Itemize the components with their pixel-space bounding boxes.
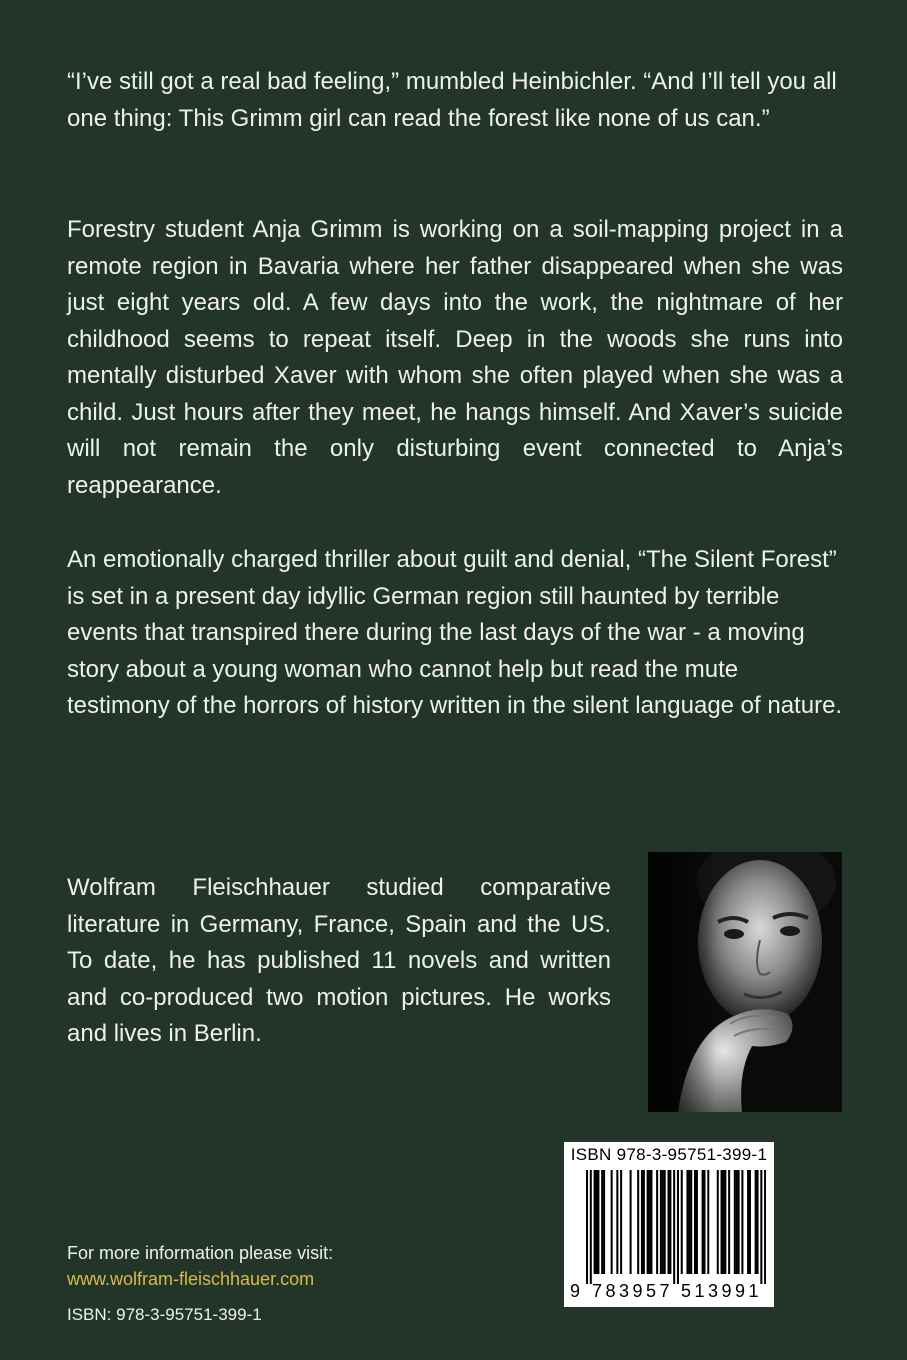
synopsis-paragraph: Forestry student Anja Grimm is working on a soil-mapping project in a remote region in Bavaria where her father disappeared when she was just eight years old. A few days into the work, the nightmare of her childhood seems to repeat itself. Deep in the woods she runs into mentally disturbed Xaver with whom she often played when she was a child. Just hours after they meet, he hangs himself. And Xaver’s suicide will not remain the only disturbing event connected to Anja’s reappearance. <box>67 216 843 499</box>
website-link[interactable]: www.wolfram-fleischhauer.com <box>67 1269 315 1289</box>
barcode-bar <box>721 1170 723 1274</box>
barcode-bar <box>647 1170 649 1274</box>
barcode-bar <box>681 1170 683 1274</box>
barcode-bar <box>703 1170 705 1274</box>
info-label: For more information please visit: <box>67 1243 334 1263</box>
barcode-bar <box>696 1170 698 1274</box>
barcode-bar <box>597 1170 599 1274</box>
barcode-bar <box>702 1170 704 1274</box>
author-bio: Wolfram Fleischhauer studied comparative literature in Germany, France, Spain and the US. To date, he has published 11 novels and written and co-produced two motion pictures. He works and lives in Berlin. <box>67 874 611 1047</box>
barcode-bar <box>601 1170 603 1274</box>
barcode-bar <box>595 1170 597 1274</box>
barcode-bar <box>717 1170 719 1274</box>
barcode-bar <box>664 1170 666 1274</box>
barcode-bar <box>667 1170 669 1274</box>
barcode-bar <box>690 1170 692 1274</box>
description-paragraph: An emotionally charged thriller about guilt and denial, “The Silent Forest” is set in a present day idyllic German region still haunted by terrible events that transpired there during the last days of the war - a moving story about a young woman who cannot help but read the mute testimony of the horrors of history written in the silent language of nature. <box>67 546 843 719</box>
barcode-bar <box>688 1170 690 1274</box>
barcode-bar <box>641 1170 643 1274</box>
opening-quote: “I’ve still got a real bad feeling,” mumbled Heinbichler. “And I’ll tell you all one thing: This Grimm girl can read the forest like none of us can.” <box>67 68 837 132</box>
barcode-bar <box>741 1170 743 1274</box>
barcode-bar <box>724 1170 726 1274</box>
barcode-bar <box>757 1170 759 1274</box>
barcode-bar <box>728 1170 730 1274</box>
barcode-bar <box>707 1170 709 1274</box>
barcode-bar <box>620 1170 622 1274</box>
barcode-bar <box>764 1170 766 1284</box>
barcode-bar <box>749 1170 751 1274</box>
isbn-text: ISBN: 978-3-95751-399-1 <box>67 1305 262 1324</box>
barcode-bar <box>673 1170 675 1284</box>
barcode-bar <box>656 1170 658 1274</box>
barcode-bar <box>694 1170 696 1274</box>
barcode-bar <box>760 1170 762 1284</box>
barcode-bars <box>586 1170 766 1284</box>
barcode-left-digits: 783957 <box>592 1281 674 1301</box>
barcode-right-digits: 513991 <box>681 1281 763 1301</box>
barcode-bar <box>590 1170 592 1284</box>
barcode-bar <box>660 1170 662 1274</box>
info-block <box>67 1240 333 1292</box>
barcode-bar <box>734 1170 736 1274</box>
barcode-bar <box>722 1170 724 1274</box>
barcode-bar <box>643 1170 645 1274</box>
barcode-bar <box>662 1170 664 1274</box>
barcode-bar <box>686 1170 688 1274</box>
barcode-bar <box>650 1170 652 1274</box>
barcode-bar <box>669 1170 671 1274</box>
barcode-bar <box>637 1170 639 1274</box>
barcode-bar <box>603 1170 605 1274</box>
barcode-bar <box>586 1170 588 1284</box>
barcode-bar <box>755 1170 757 1274</box>
barcode-bar <box>594 1170 596 1274</box>
barcode-lead-digit: 9 <box>570 1281 581 1301</box>
barcode-bar <box>677 1170 679 1284</box>
barcode-isbn-label: ISBN 978-3-95751-399-1 <box>570 1145 768 1164</box>
barcode-bar <box>616 1170 618 1274</box>
barcode-bar <box>747 1170 749 1274</box>
author-photo <box>648 852 842 1112</box>
barcode-bar <box>630 1170 632 1274</box>
barcode-bar <box>611 1170 613 1274</box>
barcode-bar <box>736 1170 738 1274</box>
barcode-bar <box>649 1170 651 1274</box>
barcode-bar <box>738 1170 740 1274</box>
